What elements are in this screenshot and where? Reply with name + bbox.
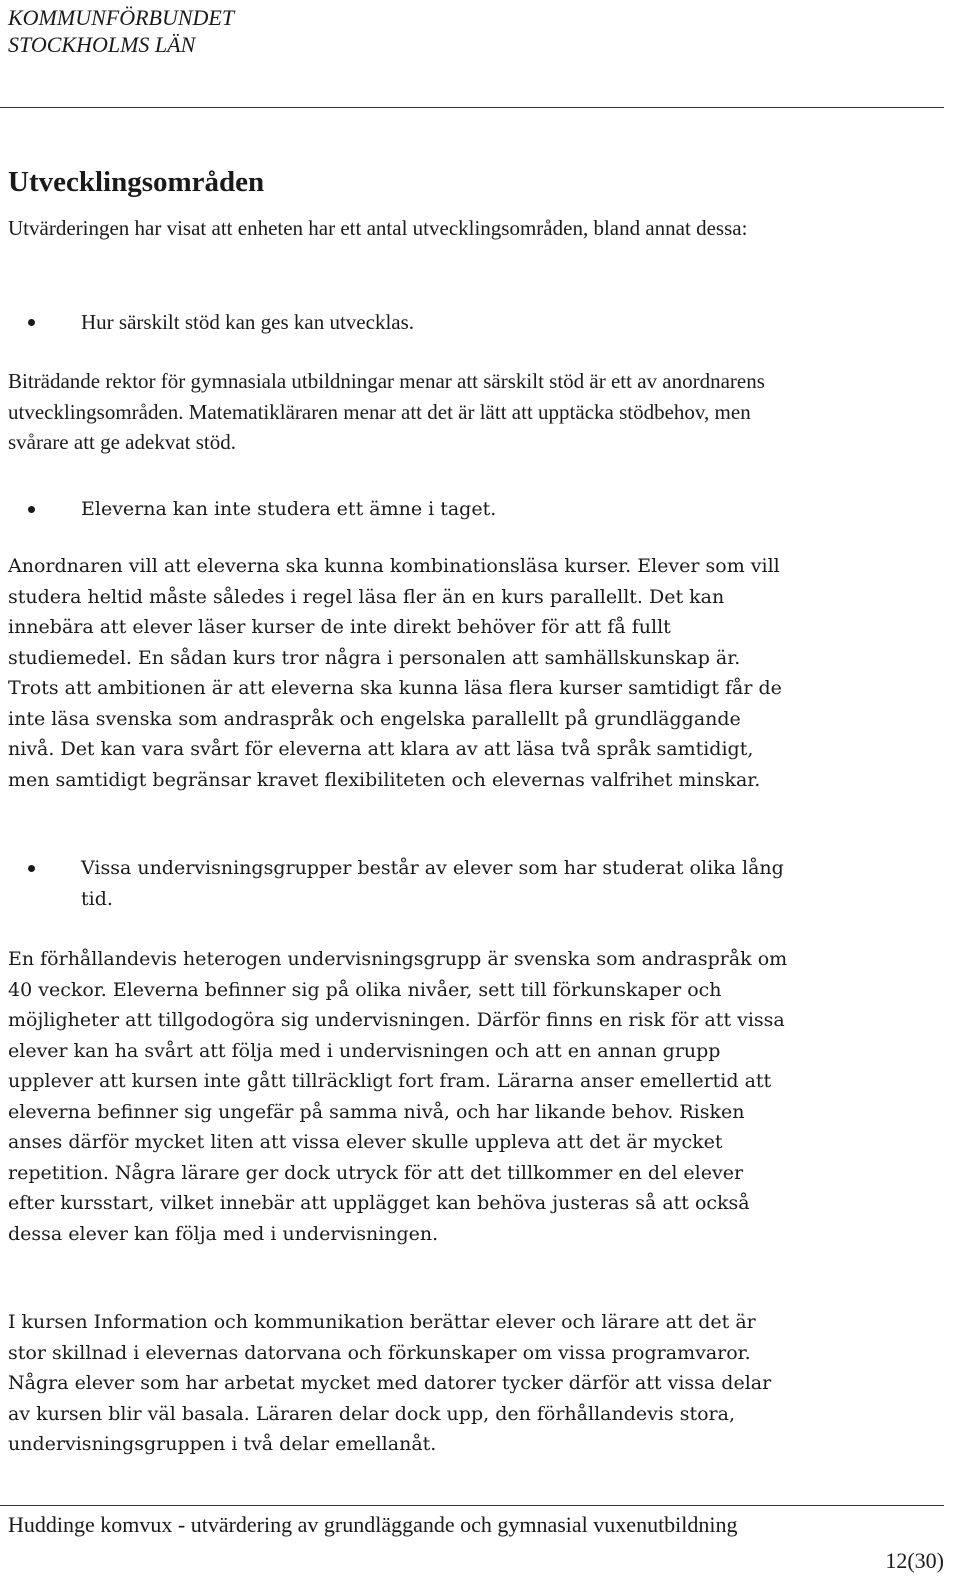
bullet-icon: [28, 319, 35, 326]
page-number: 12(30): [885, 1548, 944, 1573]
organization-name-line1: KOMMUNFÖRBUNDET: [8, 5, 235, 30]
organization-name-line2: STOCKHOLMS LÄN: [8, 32, 196, 57]
footer-divider: [0, 1505, 944, 1506]
bullet-icon: [28, 506, 35, 513]
section-heading: Utvecklingsområden: [8, 166, 265, 198]
bullet-item-one-subject: [8, 494, 788, 525]
bullet-text: Hur särskilt stöd kan ges kan utvecklas.: [81, 310, 415, 334]
bullet-text: Eleverna kan inte studera ett ämne i taget.: [81, 498, 497, 520]
paragraph-computer-skills: I kursen Information och kommunikation berättar elever och lärare att det är stor skillnad i elevernas datorvana och förkunskaper om vissa programvaror. Några elever som har arbetat mycket med datorer tycker därför att vissa delar av kursen blir väl basala. Läraren delar dock upp, den förhållandevis stora, undervisningsgruppen i två delar emellanåt.: [8, 1311, 772, 1455]
paragraph-combination: Anordnaren vill att eleverna ska kunna kombinationsläsa kurser. Elever som vill studera heltid måste således i regel läsa fler än en kurs parallellt. Det kan innebära att elever läser kurser de inte direkt behöver för att få fullt studiemedel. En sådan kurs tror några i personalen att samhällskunskap är. Trots att ambitionen är att eleverna ska kunna läsa flera kurser samtidigt får de inte läsa svenska som andraspråk och engelska parallellt på grundläggande nivå. Det kan vara svårt för eleverna att klara av att läsa två språk samtidigt, men samtidigt begränsar kravet flexibiliteten och elevernas valfrihet minskar.: [8, 555, 782, 791]
bullet-text: Vissa undervisningsgrupper består av elever som har studerat olika lång tid.: [81, 857, 784, 910]
intro-paragraph: Utvärderingen har visat att enheten har ett antal utvecklingsområden, bland annat dessa:: [8, 216, 748, 240]
organization-name: [8, 4, 234, 58]
header-divider: [0, 107, 944, 108]
footer-title: Huddinge komvux - utvärdering av grundläggande och gymnasial vuxenutbildning: [8, 1512, 738, 1537]
paragraph-support: Biträdande rektor för gymnasiala utbildningar menar att särskilt stöd är ett av anordnarens utvecklingsområden. Matematikläraren menar att det är lätt att upptäcka stödbehov, men svårare att ge adekvat stöd.: [8, 369, 765, 454]
bullet-icon: [28, 865, 35, 872]
paragraph-heterogeneous-group: En förhållandevis heterogen undervisningsgrupp är svenska som andraspråk om 40 veckor. Eleverna befinner sig på olika nivåer, sett till förkunskaper och möjligheter att tillgodogöra sig undervisningen. Därför finns en risk för att vissa elever kan ha svårt att följa med i undervisningen och att en annan grupp upplever att kursen inte gått tillräckligt fort fram. Lärarna anser emellertid att eleverna befinner sig ungefär på samma nivå, och har likande behov. Risken anses därför mycket liten att vissa elever skulle uppleva att det är mycket repetition. Några lärare ger dock utryck för att det tillkommer en del elever efter kursstart, vilket innebär att upplägget kan behöva justeras så att också dessa elever kan följa med i undervisningen.: [8, 948, 788, 1245]
bullet-item-groups: [8, 853, 788, 914]
bullet-item-support: [8, 307, 788, 338]
